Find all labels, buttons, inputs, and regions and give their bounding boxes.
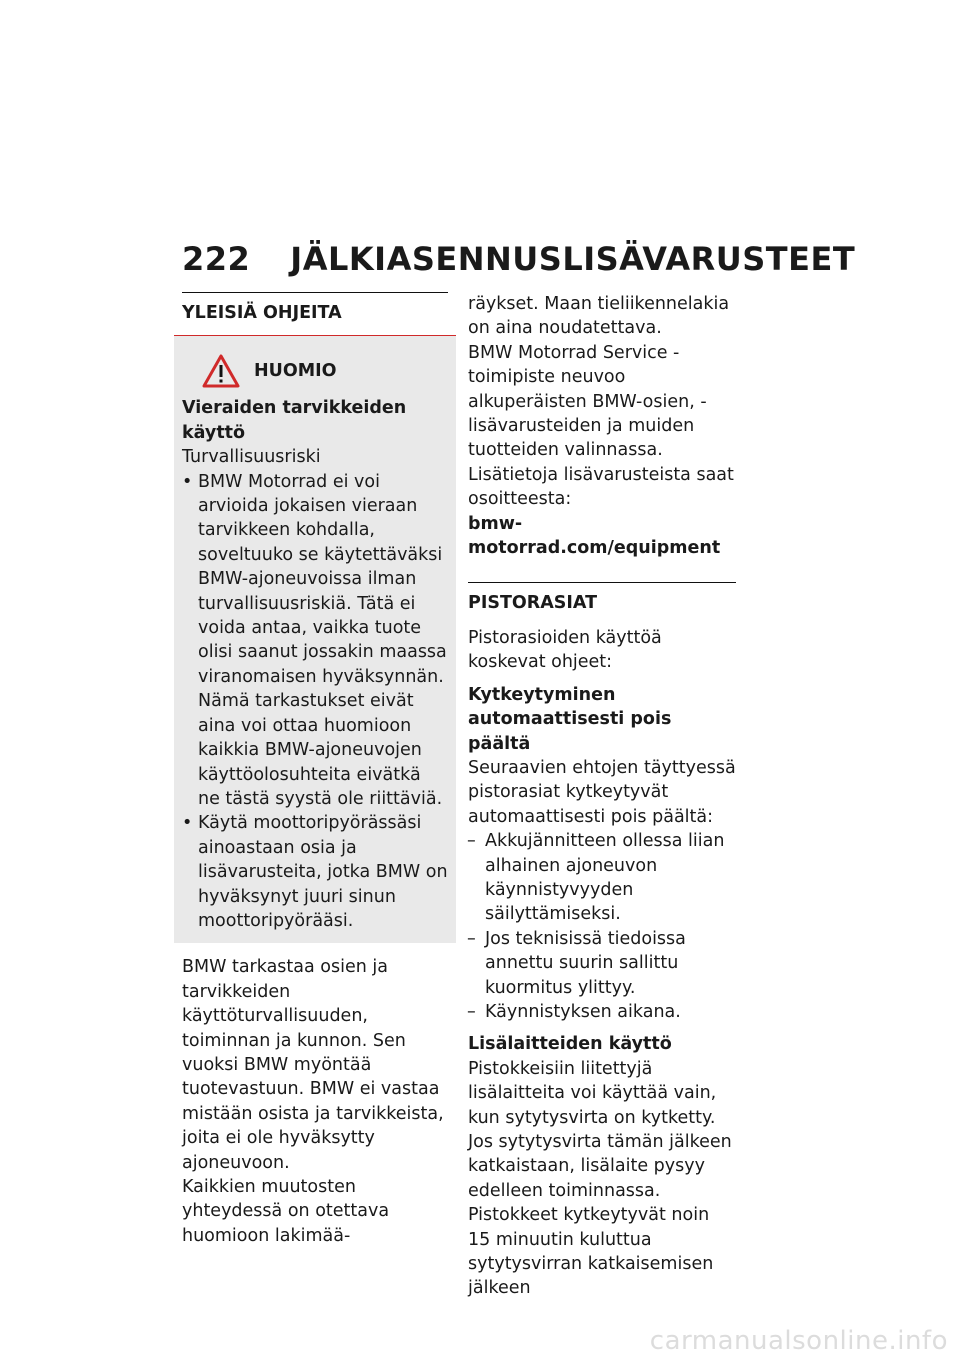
notice-bullet: • BMW Motorrad ei voi arvioida jokaisen vieraan tarvikkeen kohdalla, soveltuuko se käytettäväksi BMW-ajoneuvoissa ilman turvallisuusriskiä. Tätä ei voida antaa, vaikka tuote olisi saanut jossakin maassa viranomaisen hyväksynnän. Nämä tarkastukset eivät aina voi ottaa huomioon kaikkia BMW-ajoneuvojen käyttöolosuhteita eivätkä ne tästä syystä ole riittäviä. [182, 470, 448, 812]
section-title-pistorasiat: PISTORASIAT [468, 593, 598, 614]
notice-risk: Turvallisuusriski [182, 447, 321, 468]
watermark: carmanualsonline.info [649, 1326, 948, 1356]
paragraph-bmw-check: BMW tarkastaa osien ja tarvikkeiden käyttöturvallisuuden, toiminnan ja kunnon. Sen vuoksi BMW myöntää tuotevastuun. BMW ei vastaa mistään osista ja tarvikkeista, joita ei ole hyväksytty ajoneuvoon. [182, 957, 444, 1173]
paragraph-accessories: Pistokkeisiin liitettyjä lisälaitteita voi käyttää vain, kun sytytysvirta on kytketty. Jos sytytysvirta tämän jälkeen katkaistaan, lisälaite pysyy edelleen toiminnassa. Pistokkeet kytkeytyvät noin 15 minuutin kuluttua sytytysvirran katkaisemisen jälkeen [468, 1058, 732, 1299]
page-number: 222 [182, 240, 251, 278]
notice-heading: Vieraiden tarvikkeiden käyttö [182, 398, 407, 443]
notice-box [174, 335, 456, 943]
chapter-title: JÄLKIASENNUSLISÄVARUSTEET [290, 240, 856, 278]
page-header [182, 240, 855, 278]
condition-item: – Akkujännitteen ollessa liian alhainen ajoneuvon käynnistyvyyden säilyttämiseksi. [468, 829, 736, 927]
paragraph-intro: Pistorasioiden käyttöä koskevat ohjeet: [468, 627, 662, 673]
left-column [182, 292, 448, 1248]
notice-bullet-list [182, 470, 448, 934]
subheading-auto-off: Kytkeytyminen automaattisesti pois päältä [468, 684, 672, 754]
conditions-list [468, 829, 736, 1024]
paragraph-changes: Kaikkien muutosten yhteydessä on otettava huomioon lakimää- [182, 1177, 390, 1246]
condition-item: – Käynnistyksen aikana. [468, 1000, 736, 1024]
section-rule [468, 582, 736, 583]
notice-header [182, 336, 448, 396]
paragraph-continuation: räykset. Maan tieliikennelakia on aina noudatettava. [468, 294, 730, 339]
warning-triangle-icon [202, 354, 240, 388]
condition-item: – Jos teknisissä tiedoissa annettu suurin sallittu kuormitus ylittyy. [468, 927, 736, 1000]
notice-bullet: • Käytä moottoripyörässäsi ainoastaan osia ja lisävarusteita, jotka BMW on hyväksynyt juuri sinun moottoripyörääsi. [182, 811, 448, 933]
subheading-accessories: Lisälaitteiden käyttö [468, 1034, 672, 1055]
paragraph-service: BMW Motorrad Service -toimipiste neuvoo alkuperäisten BMW-osien, -lisävarusteiden ja muiden tuotteiden valinnassa. [468, 342, 707, 461]
paragraph-auto-off: Seuraavien ehtojen täyttyessä pistorasiat kytkeytyvät automaattisesti pois päältä: [468, 757, 736, 827]
notice-label: HUOMIO [254, 361, 337, 382]
paragraph-info: Lisätietoja lisävarusteista saat osoitteesta: [468, 464, 734, 510]
equipment-link[interactable]: bmw-motorrad.com/equipment [468, 513, 721, 559]
section-title-yleisia: YLEISIÄ OHJEITA [182, 303, 342, 323]
right-column [468, 292, 736, 1301]
section-rule [182, 292, 448, 293]
